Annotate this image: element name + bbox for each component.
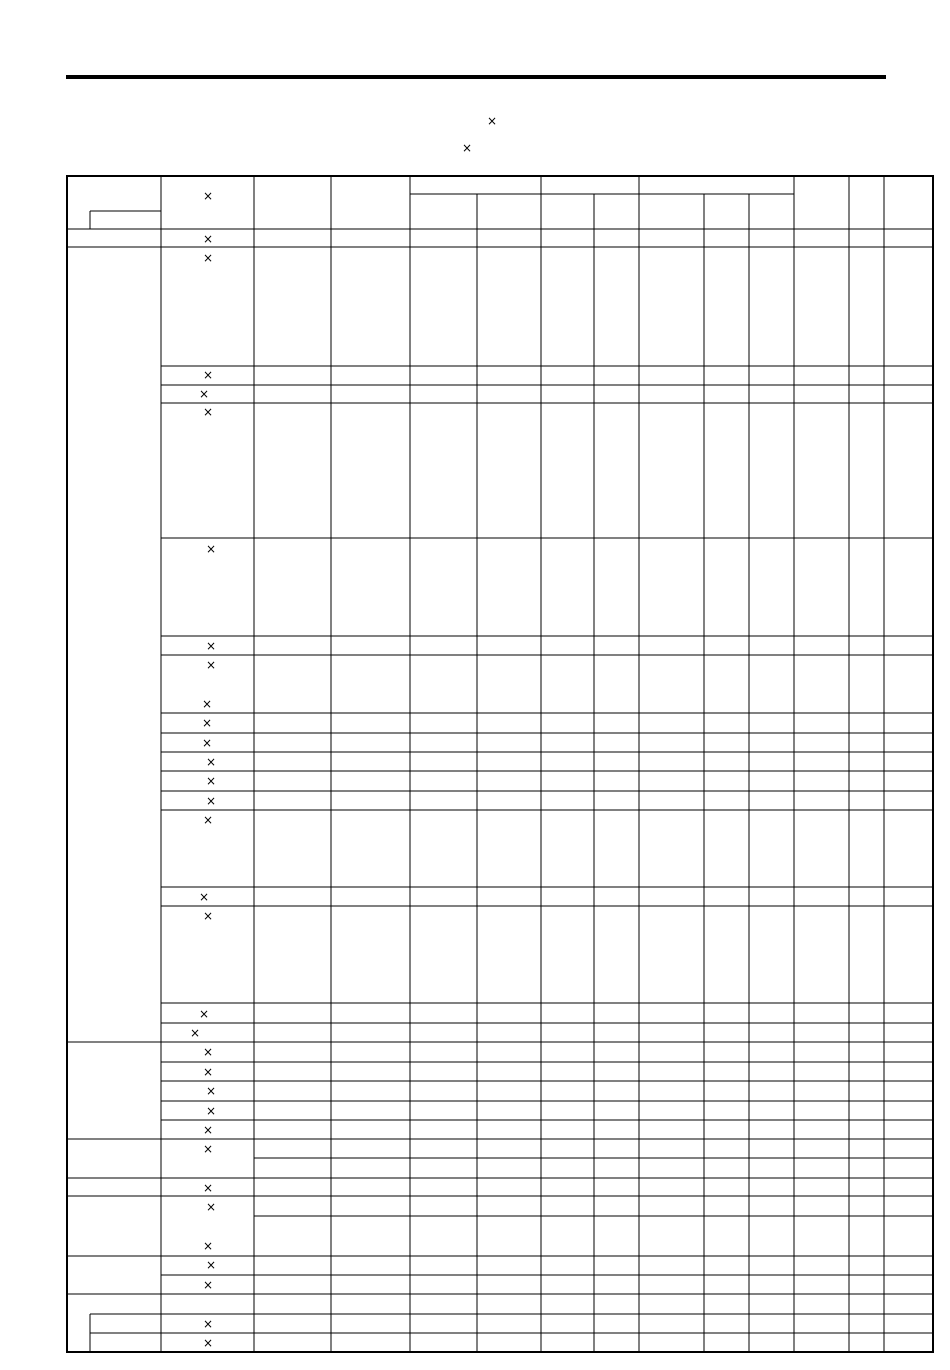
size-mark: ×: [190, 1026, 201, 1040]
table-grid-lines: [67, 176, 933, 1352]
size-mark: ×: [206, 639, 217, 653]
size-mark: ×: [206, 794, 217, 808]
size-mark: ×: [203, 1239, 214, 1253]
size-mark: ×: [203, 1065, 214, 1079]
size-mark: ×: [203, 1317, 214, 1331]
size-mark: ×: [203, 813, 214, 827]
size-mark: ×: [199, 890, 210, 904]
size-mark: ×: [203, 1142, 214, 1156]
size-mark: ×: [203, 909, 214, 923]
size-mark: ×: [206, 1104, 217, 1118]
table-frame: [67, 176, 933, 1352]
size-mark: ×: [199, 387, 210, 401]
size-mark: ×: [206, 658, 217, 672]
size-mark: ×: [203, 1123, 214, 1137]
size-mark: ×: [202, 736, 213, 750]
size-mark: ×: [203, 1336, 214, 1350]
size-mark: ×: [206, 755, 217, 769]
header-note-2: ×: [462, 141, 473, 155]
size-mark: ×: [203, 1045, 214, 1059]
size-mark: ×: [206, 542, 217, 556]
header-note-1: ×: [487, 114, 498, 128]
size-mark: ×: [203, 251, 214, 265]
size-mark: ×: [206, 1084, 217, 1098]
size-mark: ×: [199, 1007, 210, 1021]
size-mark: ×: [206, 1200, 217, 1214]
size-mark: ×: [203, 405, 214, 419]
size-mark: ×: [206, 774, 217, 788]
size-mark: ×: [202, 697, 213, 711]
size-mark: ×: [206, 1258, 217, 1272]
size-mark: ×: [203, 232, 214, 246]
size-mark: ×: [203, 1278, 214, 1292]
size-mark: ×: [202, 716, 213, 730]
size-mark: ×: [203, 368, 214, 382]
size-mark: ×: [203, 1181, 214, 1195]
header-mark: ×: [203, 189, 214, 203]
